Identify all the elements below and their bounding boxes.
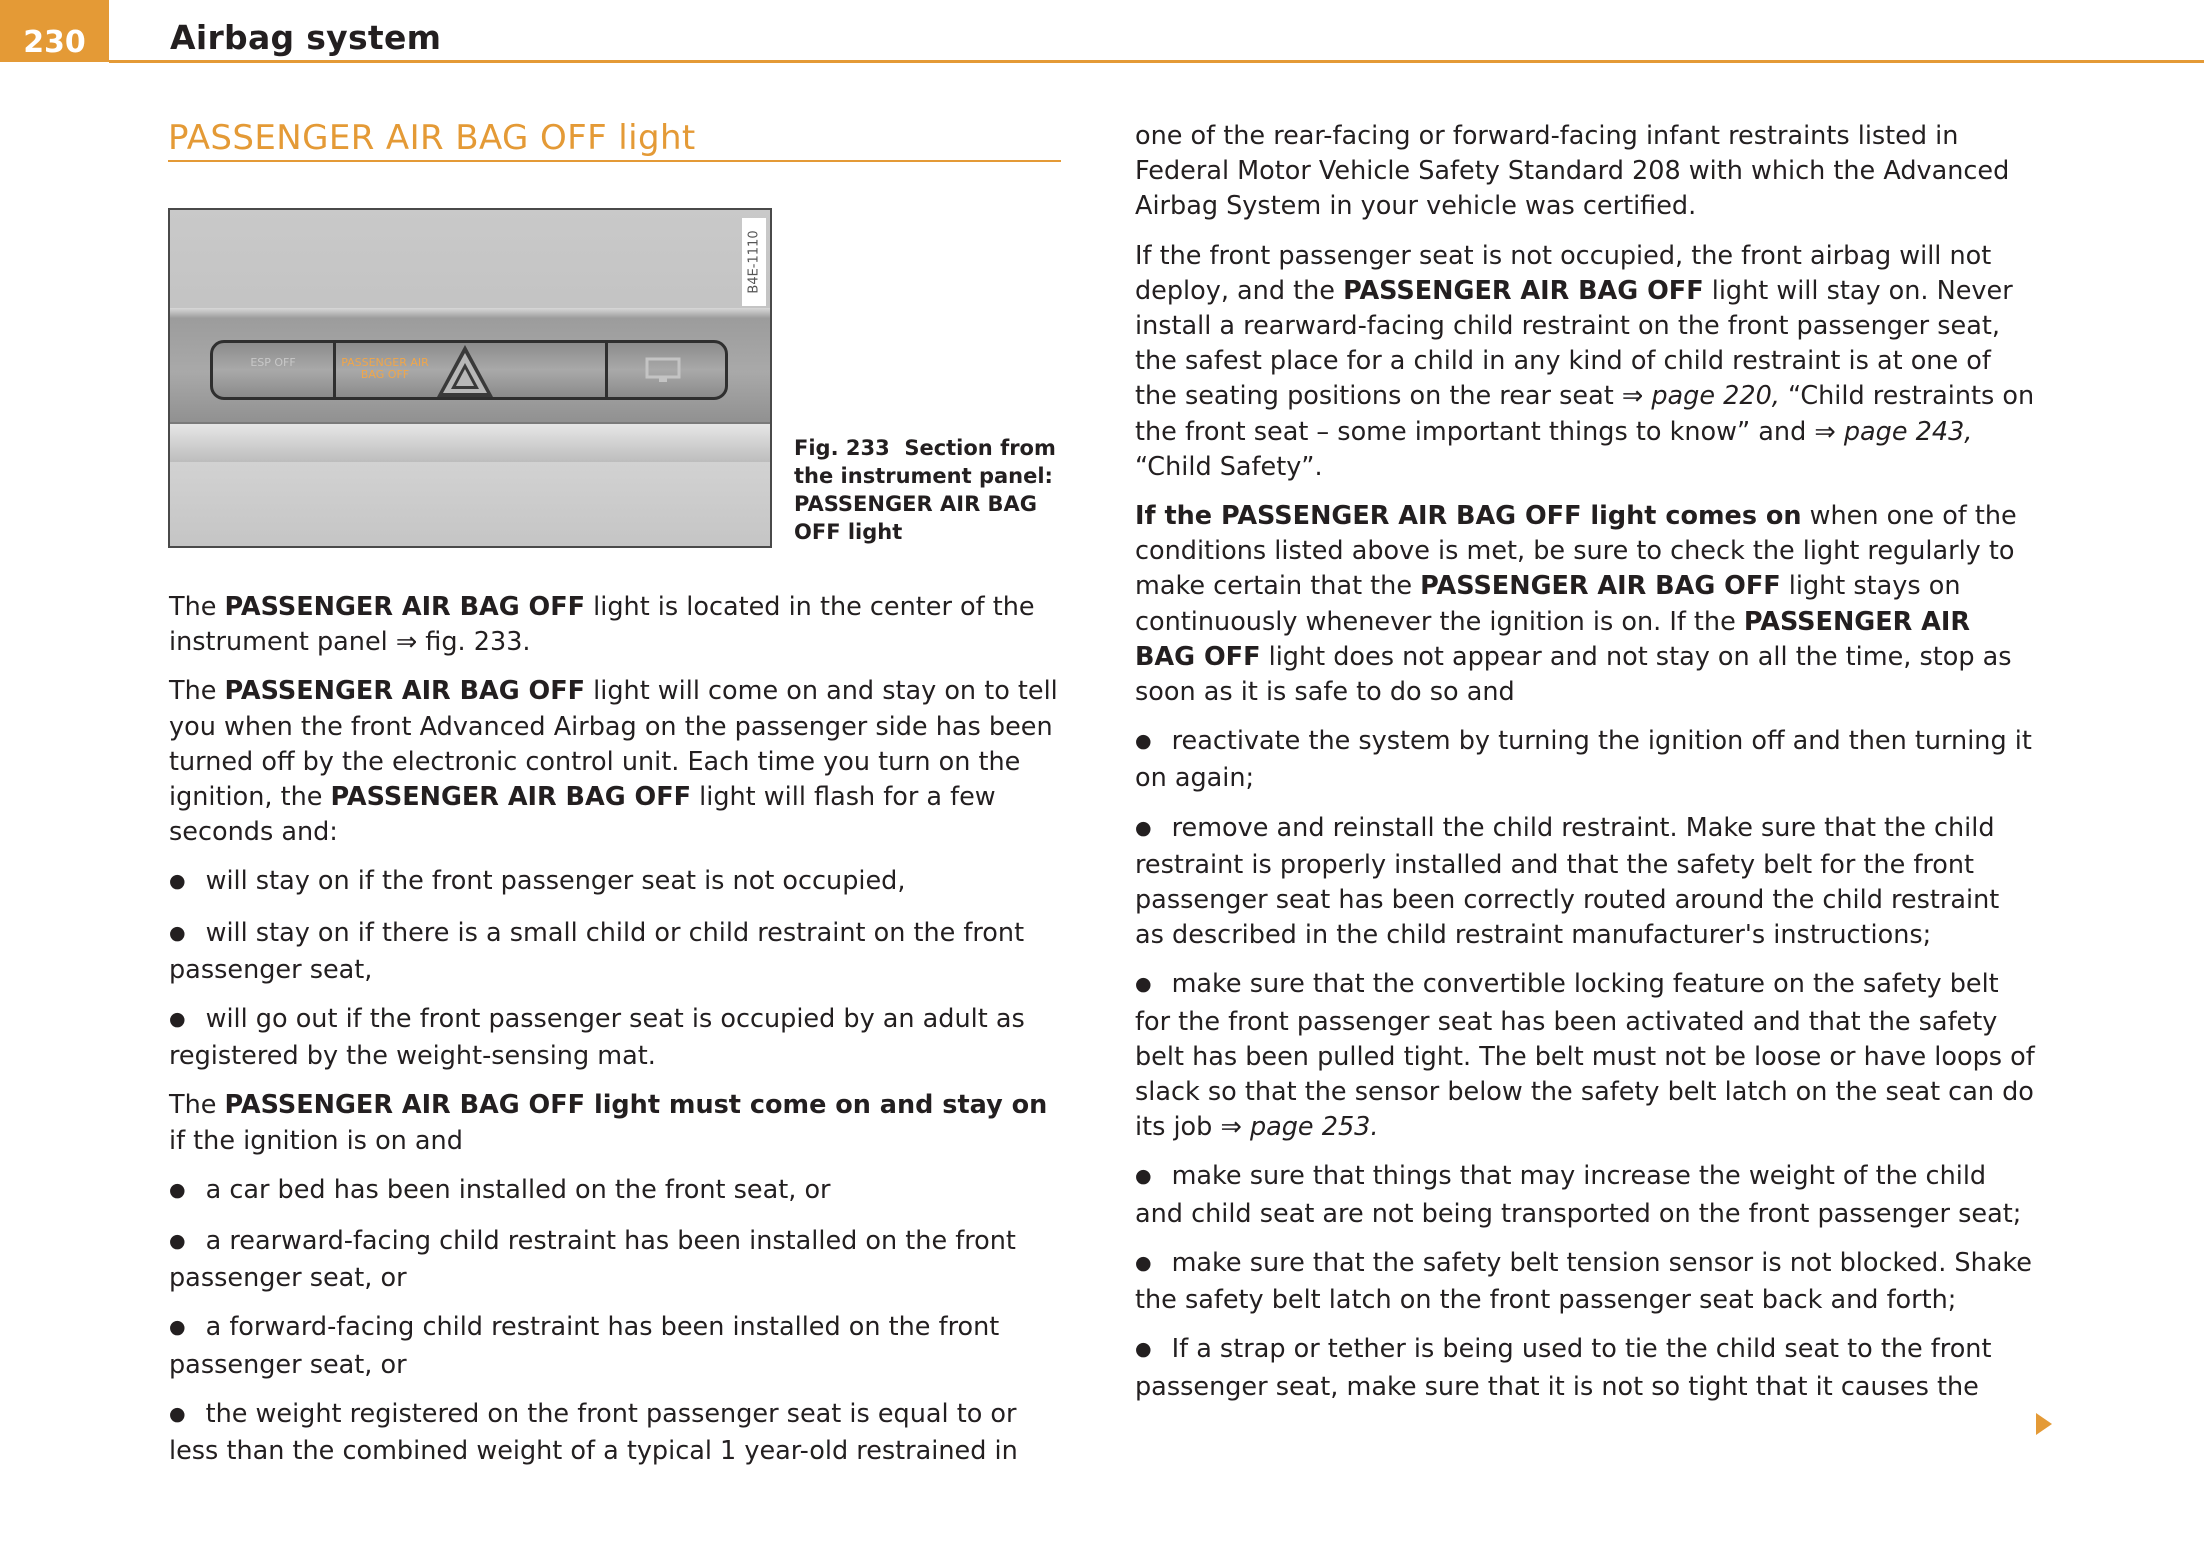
text-run: make sure that the convertible locking feature on the safety belt for the front passenger seat has been activated and that the safety belt has been pulled tight. The belt must not be loose or have loops of slack so that the sensor below the safety belt latch on the seat can do its job ⇒	[1135, 969, 2035, 1143]
text-run: PASSENGER AIR BAG OFF light must come on and stay on	[224, 1090, 1048, 1121]
list-item: ● a car bed has been installed on the front seat, or	[169, 1173, 1069, 1210]
text-run: light will flash for a few seconds and:	[169, 782, 996, 848]
text-run: The	[169, 1090, 225, 1121]
left-column	[169, 590, 1069, 1483]
switch-divider	[605, 343, 608, 397]
text-run: light will stay on. Never install a rearward-facing child restraint on the front passenger seat, the safest place for a child in any kind of child restraint is at one of the seating positions on the rear seat ⇒	[1135, 275, 2013, 412]
text-run: light will come on and stay on to tell you when the front Advanced Airbag on the passenger side has been turned off by the electronic control unit. Each time you turn on the ignition, the	[169, 676, 1058, 813]
text-run: page 243,	[1843, 416, 1973, 447]
list-item: ● a rearward-facing child restraint has been installed on the front passenger seat, or	[169, 1224, 1069, 1296]
list-item: ● a forward-facing child restraint has been installed on the front passenger seat, or	[169, 1310, 1069, 1382]
text-run: “Child Safety”.	[1135, 451, 1323, 482]
text-run: PASSENGER AIR BAG OFF	[1343, 275, 1704, 306]
text-run: If the PASSENGER AIR BAG OFF light comes on	[1135, 501, 1802, 532]
esp-off-switch-label: ESP OFF	[250, 356, 296, 369]
text-run: The	[169, 676, 225, 707]
panel-lower-rail	[170, 422, 770, 464]
text-run: light is located in the center of the instrument panel ⇒ fig. 233.	[169, 592, 1035, 658]
instrument-panel-figure	[168, 208, 772, 548]
figure-code: B4E-1110	[742, 218, 766, 306]
list-item	[1135, 1159, 2035, 1231]
list-item: ● will stay on if there is a small child or child restraint on the front passenger seat,	[169, 916, 1069, 988]
text-run: light stays on continuously whenever the ignition is on. If the	[1135, 571, 1961, 637]
text-run: page 220,	[1651, 381, 1780, 412]
text-run: reactivate the system by turning the ignition off and then turning it on again;	[1135, 726, 2032, 794]
text-run: PASSENGER AIR BAG OFF	[1135, 606, 1971, 672]
paragraph	[1135, 239, 2035, 485]
list-item: ● will stay on if the front passenger seat is not occupied,	[169, 864, 1069, 901]
text-run: PASSENGER AIR BAG OFF	[224, 592, 586, 622]
text-run: The	[169, 592, 225, 622]
paragraph	[169, 1088, 1069, 1158]
switch-bar	[210, 340, 728, 400]
figure-caption-text: Section from the instrument panel: PASSENGER AIR BAG OFF light	[794, 436, 1056, 544]
list-item	[1135, 811, 2035, 954]
hazard-warning-icon	[435, 343, 495, 399]
text-run: page 253.	[1249, 1112, 1379, 1143]
text-run: if the ignition is on and	[169, 1125, 463, 1156]
running-header: Airbag system	[170, 18, 442, 57]
text-run: remove and reinstall the child restraint. Make sure that the child restraint is properly installed and that the safety belt for the front passenger seat has been correctly routed around the child restraint as described in the child restraint manufacturer's instructions;	[1135, 812, 2000, 951]
section-title: PASSENGER AIR BAG OFF light	[168, 118, 696, 158]
header-rule	[109, 60, 2204, 63]
figure-caption	[794, 434, 1064, 546]
paragraph	[169, 674, 1069, 850]
text-run: PASSENGER AIR BAG OFF	[1420, 571, 1781, 602]
text-run: PASSENGER AIR BAG OFF	[330, 782, 692, 813]
paragraph	[1135, 499, 2035, 710]
list-item: ● will go out if the front passenger seat is occupied by an adult as registered by the weight-sensing mat.	[169, 1002, 1069, 1074]
switch-divider	[333, 343, 336, 397]
right-column	[1135, 119, 2035, 1419]
text-run: PASSENGER AIR BAG OFF	[224, 676, 586, 707]
list-item: ● the weight registered on the front passenger seat is equal to or less than the combined weight of a typical 1 year-old restrained in	[169, 1397, 1069, 1469]
text-run: one of the rear-facing or forward-facing infant restraints listed in Federal Motor Vehicle Safety Standard 208 with which the Advanced Airbag System in your vehicle was certified.	[1135, 121, 2010, 222]
panel-lower-surface	[170, 462, 770, 548]
list-item	[1135, 1246, 2035, 1318]
passenger-airbag-off-indicator: PASSENGER AIR BAG OFF	[341, 356, 429, 381]
text-run: If the front passenger seat is not occupied, the front airbag will not deploy, and the	[1135, 240, 1992, 306]
text-run: light does not appear and not stay on all the time, stop as soon as it is safe to do so and	[1135, 641, 2012, 708]
figure-caption-number: Fig. 233	[794, 436, 890, 460]
list-item	[1135, 724, 2035, 796]
page-number: 230	[0, 0, 109, 62]
text-run: “Child restraints on the front seat – some important things to know” and ⇒	[1135, 381, 2035, 447]
text-run: If a strap or tether is being used to tie the child seat to the front passenger seat, make sure that it is not so tight that it causes the	[1135, 1334, 1992, 1402]
text-run: when one of the conditions listed above is met, be sure to check the light regularly to make certain that the	[1135, 501, 2017, 602]
text-run: make sure that the safety belt tension sensor is not blocked. Shake the safety belt latch on the front passenger seat back and forth;	[1135, 1247, 2032, 1316]
continued-arrow-icon	[2034, 1411, 2054, 1437]
list-item	[1135, 967, 2035, 1145]
section-rule	[168, 160, 1061, 162]
paragraph	[1135, 119, 2035, 225]
paragraph	[169, 590, 1069, 660]
list-item	[1135, 1332, 2035, 1404]
text-run: make sure that things that may increase the weight of the child and child seat are not being transported on the front passenger seat;	[1135, 1161, 2022, 1229]
display-screen-icon	[645, 357, 681, 383]
